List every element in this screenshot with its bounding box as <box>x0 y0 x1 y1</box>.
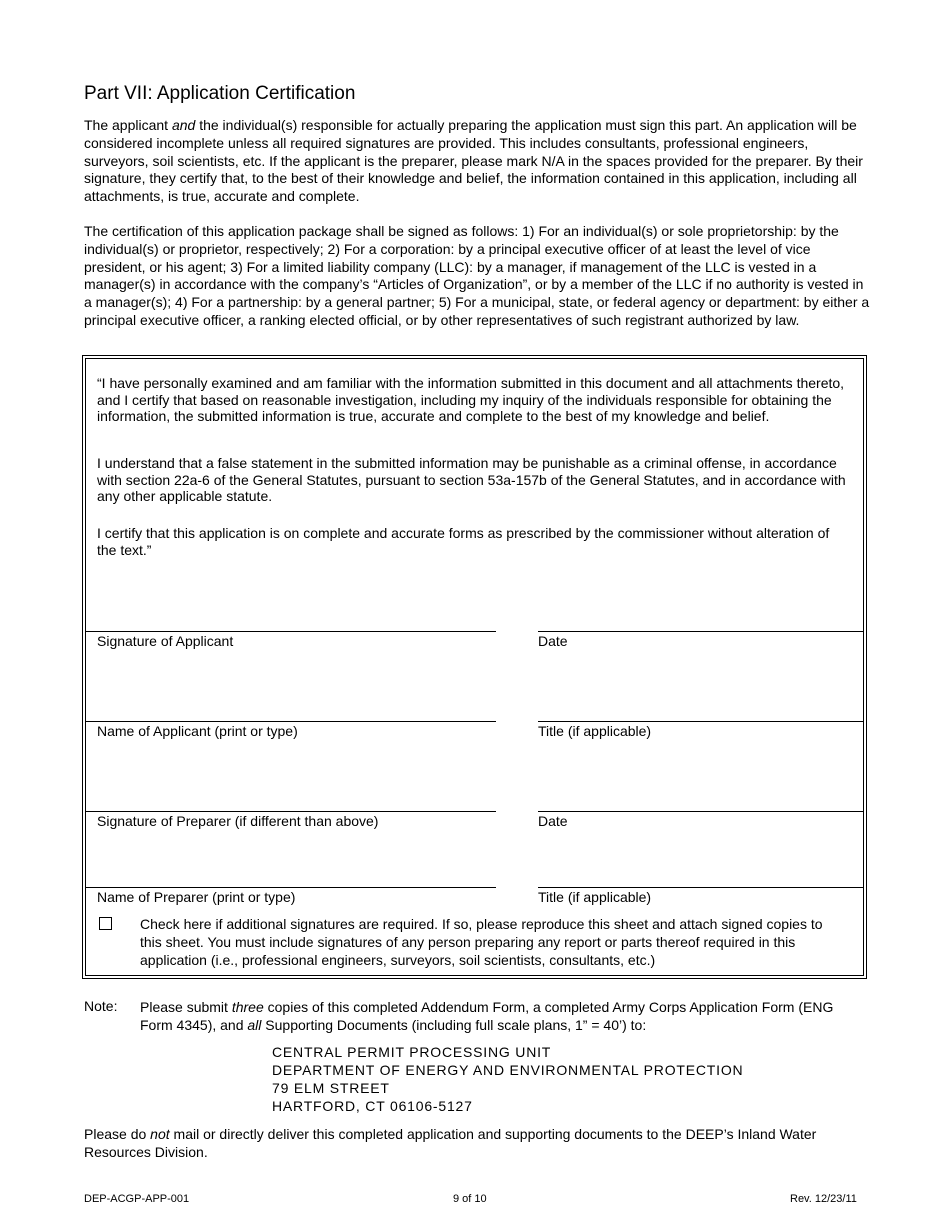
intro-emphasis: and <box>171 117 196 133</box>
additional-signatures-checkbox[interactable] <box>99 917 112 930</box>
preparer-title-label: Title (if applicable) <box>538 889 652 905</box>
certification-box-inner <box>85 358 864 976</box>
preparer-name-label: Name of Preparer (print or type) <box>97 889 296 905</box>
signing-rules-paragraph: The certification of this application package shall be signed as follows: 1) For an individual(s) or sole proprietorship: by the individual(s) or proprietor, respectively; 2) For a corporation: by a principal executive officer of at least the level of vice president, or his agent; 3) For a limited liability company (LLC): by a manager, if management of the LLC is vested in a manager(s) in accordance with the company’s “Articles of Organization”, or by a member of the LLC if no authority is vested in a manager(s); 4) For a partnership: by a general partner; 5) For a municipal, state, or federal agency or department: by either a principal executive officer, a ranking elected official, or by other representatives of such registrant authorized by law. <box>84 223 870 328</box>
address-line: 79 ELM STREET <box>272 1080 390 1096</box>
footer-revision: Rev. 12/23/11 <box>790 1193 857 1205</box>
preparer-signature-label: Signature of Preparer (if different than above) <box>97 813 379 829</box>
applicant-date-line[interactable] <box>538 631 864 632</box>
certification-statement-3: I certify that this application is on complete and accurate forms as prescribed by the commissioner without alteration of the text.” <box>97 525 830 558</box>
note-text-2: copies of this completed Addendum Form, a completed Army Corps Application Form (ENG Form 4345), and <box>140 999 834 1033</box>
note-emphasis-all: all <box>247 1017 262 1033</box>
note-label: Note: <box>84 998 118 1014</box>
mailing-address <box>272 1043 743 1115</box>
certification-statement-2: I understand that a false statement in the submitted information may be punishable as a criminal offense, in accordance with section 22a-6 of the General Statutes, pursuant to section 53a-157b of the General Statutes, and in accordance with any other applicable statute. <box>97 455 846 504</box>
closing-text-2: mail or directly deliver this completed application and supporting documents to the DEEP’s Inland Water Resources Division. <box>84 1126 817 1160</box>
address-line: HARTFORD, CT 06106-5127 <box>272 1098 473 1114</box>
closing-paragraph <box>84 1125 874 1161</box>
preparer-date-label: Date <box>538 813 568 829</box>
intro-text-start: The applicant <box>84 117 172 133</box>
closing-emphasis: not <box>150 1126 170 1142</box>
applicant-signature-label: Signature of Applicant <box>97 633 234 649</box>
closing-text-1: Please do <box>84 1126 151 1142</box>
applicant-name-label: Name of Applicant (print or type) <box>97 723 298 739</box>
preparer-date-line[interactable] <box>538 811 864 812</box>
preparer-signature-line[interactable] <box>85 811 496 812</box>
footer-page-number: 9 of 10 <box>453 1193 487 1205</box>
applicant-title-line[interactable] <box>538 721 864 722</box>
applicant-date-label: Date <box>538 633 568 649</box>
address-line: DEPARTMENT OF ENERGY AND ENVIRONMENTAL PROTECTION <box>272 1062 744 1078</box>
applicant-name-line[interactable] <box>85 721 496 722</box>
note-emphasis-three: three <box>231 999 264 1015</box>
preparer-title-line[interactable] <box>538 887 864 888</box>
applicant-signature-line[interactable] <box>85 631 496 632</box>
page-title: Part VII: Application Certification <box>84 83 356 104</box>
additional-signatures-text: Check here if additional signatures are required. If so, please reproduce this sheet and attach signed copies to this sheet. You must include signatures of any person preparing any report or parts thereof required in this application (i.e., professional engineers, surveyors, soil scientists, consultants, etc.) <box>140 916 823 968</box>
note-text-3: Supporting Documents (including full scale plans, 1” = 40’) to: <box>261 1017 647 1033</box>
address-line: CENTRAL PERMIT PROCESSING UNIT <box>272 1044 552 1060</box>
applicant-title-label: Title (if applicable) <box>538 723 652 739</box>
certification-statement-1: “I have personally examined and am familiar with the information submitted in this document and all attachments thereto, and I certify that based on reasonable investigation, including my inquiry of the individuals responsible for obtaining the information, the submitted information is true, accurate and complete to the best of my knowledge and belief. <box>97 375 845 424</box>
intro-paragraph <box>84 117 874 206</box>
intro-text-end: the individual(s) responsible for actually preparing the application must sign this part. An application will be considered incomplete unless all required signatures are provided. This includes consultants, professional engineers, surveyors, soil scientists, etc. If the applicant is the preparer, please mark N/A in the spaces provided for the preparer. By their signature, they certify that, to the best of their knowledge and belief, the information contained in this application, including all attachments, is true, accurate and complete. <box>84 117 863 205</box>
footer-form-id: DEP-ACGP-APP-001 <box>84 1193 190 1205</box>
note-text-1: Please submit <box>140 999 232 1015</box>
preparer-name-line[interactable] <box>85 887 496 888</box>
note-text <box>140 998 860 1034</box>
